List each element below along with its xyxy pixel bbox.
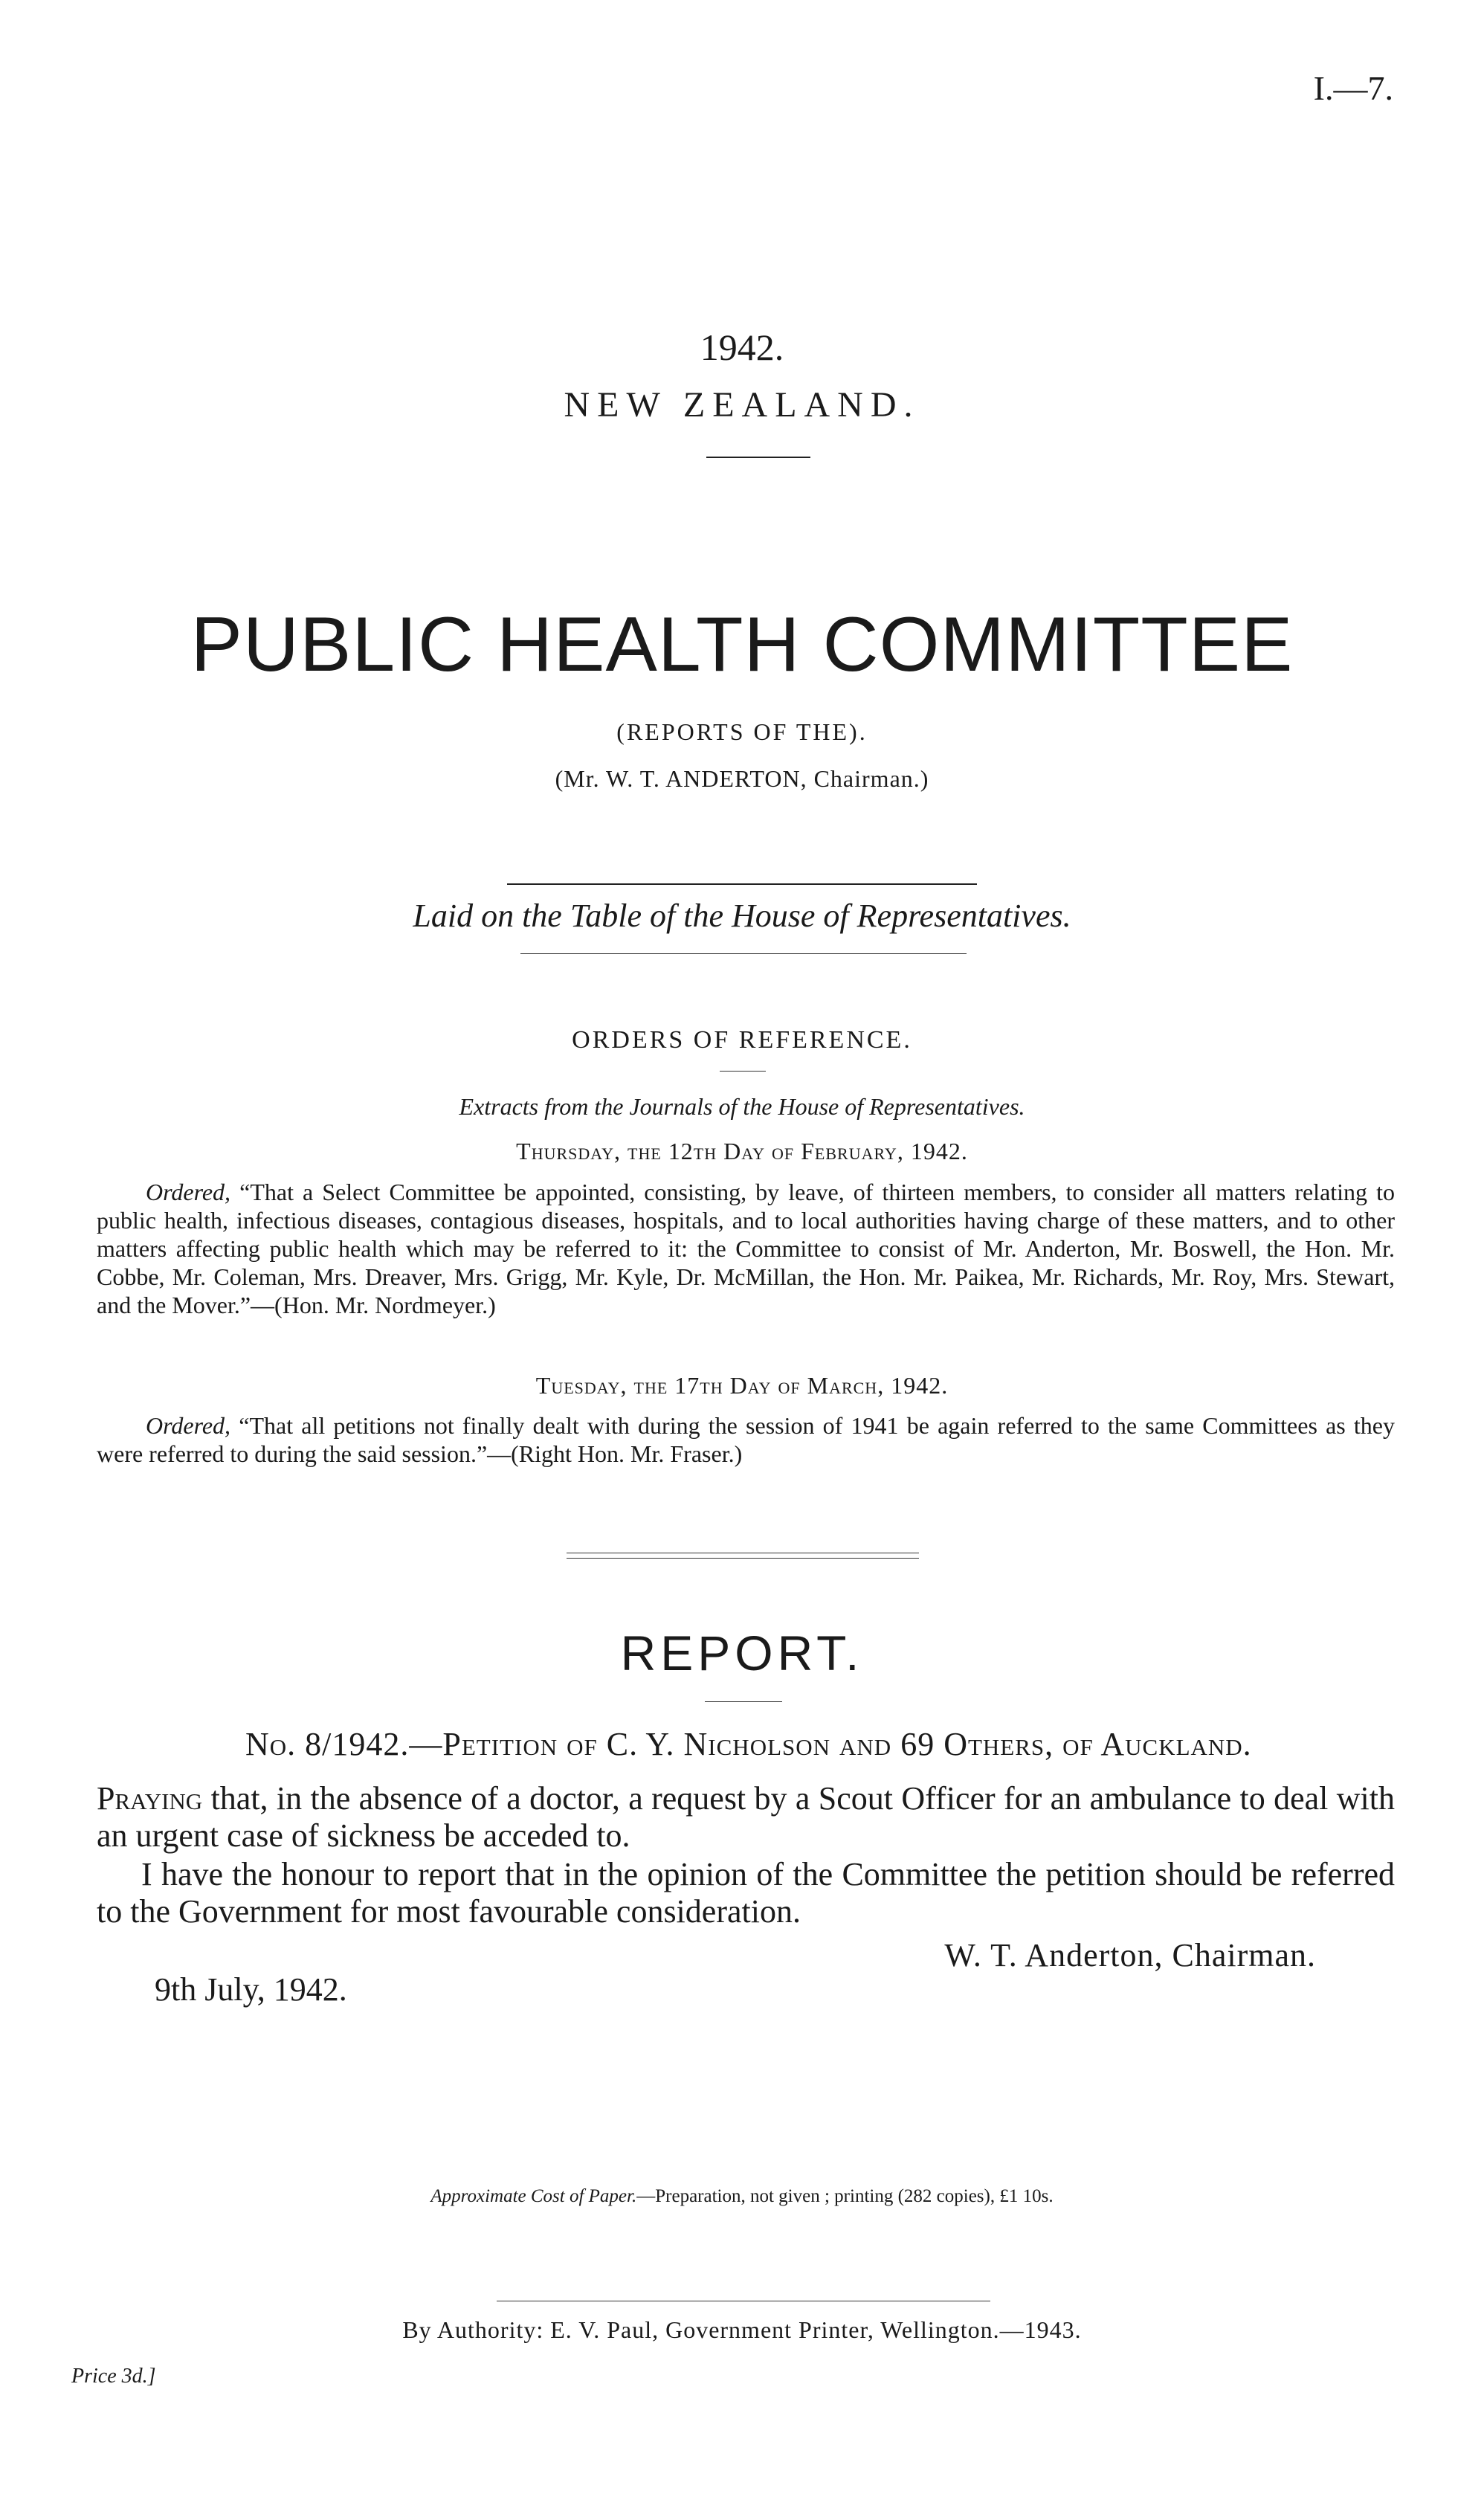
divider xyxy=(706,457,810,458)
order-lead: Ordered, xyxy=(146,1179,231,1205)
report-heading: REPORT. xyxy=(620,1625,864,1681)
cost-text: —Preparation, not given ; printing (282 copies), £1 10s. xyxy=(636,2186,1054,2206)
main-title: PUBLIC HEALTH COMMITTEE xyxy=(190,602,1294,688)
order-date-2: Tuesday, the 17th Day of March, 1942. xyxy=(535,1372,949,1399)
journal-extracts: Extracts from the Journals of the House of Representatives. xyxy=(459,1093,1025,1120)
order-lead: Ordered, xyxy=(146,1412,231,1439)
praying-text: that, in the absence of a doctor, a request by a Scout Officer for an ambulance to deal with an urgent case of sickness be acceded to. xyxy=(97,1780,1396,1854)
cost-of-paper xyxy=(0,2186,1484,2207)
orders-heading: ORDERS OF REFERENCE. xyxy=(572,1026,912,1054)
printer-authority: By Authority: E. V. Paul, Government Printer, Wellington.—1943. xyxy=(402,2316,1082,2343)
country-heading: NEW ZEALAND. xyxy=(564,385,920,425)
order-text: “That all petitions not finally dealt with during the session of 1941 be again referred to the same Committees as they were referred to during the said session.”—(Right Hon. Mr. Fraser.) xyxy=(97,1412,1396,1467)
document-year: 1942. xyxy=(700,326,784,368)
report-date: 9th July, 1942. xyxy=(155,1971,347,2008)
praying-lead: Praying xyxy=(97,1780,203,1817)
order-text: “That a Select Committee be appointed, consisting, by leave, of thirteen members, to consider all matters relating to public health, infectious diseases, contagious diseases, hospitals, and to local authorities having charge of these matters, and to other matters affecting public health which may be referred to it: the Committee to consist of Mr. Anderton, Mr. Boswell, the Hon. Mr. Cobbe, Mr. Coleman, Mrs. Dreaver, Mrs. Grigg, Mr. Kyle, Dr. McMillan, the Hon. Mr. Paikea, Mr. Richards, Mr. Roy, Mrs. Stewart, and the Mover.”—(Hon. Mr. Nordmeyer.) xyxy=(97,1179,1396,1318)
laid-statement: Laid on the Table of the House of Representatives. xyxy=(413,898,1071,934)
opinion-paragraph: I have the honour to report that in the opinion of the Committee the petition should be referred to the Government for most favourable consideration. xyxy=(97,1856,1395,1930)
divider xyxy=(720,1071,766,1072)
order-paragraph-1 xyxy=(97,1178,1395,1319)
order-date-1: Thursday, the 12th Day of February, 1942. xyxy=(516,1138,968,1164)
title-subtitle: (REPORTS OF THE). xyxy=(616,718,868,745)
divider xyxy=(705,1701,782,1702)
cost-label: Approximate Cost of Paper. xyxy=(430,2186,637,2206)
signature: W. T. Anderton, Chairman. xyxy=(944,1937,1316,1973)
page-reference: I.—7. xyxy=(1313,69,1393,107)
petition-title: No. 8/1942.—Petition of C. Y. Nicholson and 69 Others, of Auckland. xyxy=(245,1726,1252,1762)
divider xyxy=(567,1558,919,1559)
order-paragraph-2 xyxy=(97,1411,1395,1468)
chairman-line: (Mr. W. T. ANDERTON, Chairman.) xyxy=(555,765,929,792)
divider xyxy=(507,883,977,885)
praying-paragraph xyxy=(97,1780,1395,1855)
divider xyxy=(520,953,967,954)
price: Price 3d.] xyxy=(71,2365,156,2388)
